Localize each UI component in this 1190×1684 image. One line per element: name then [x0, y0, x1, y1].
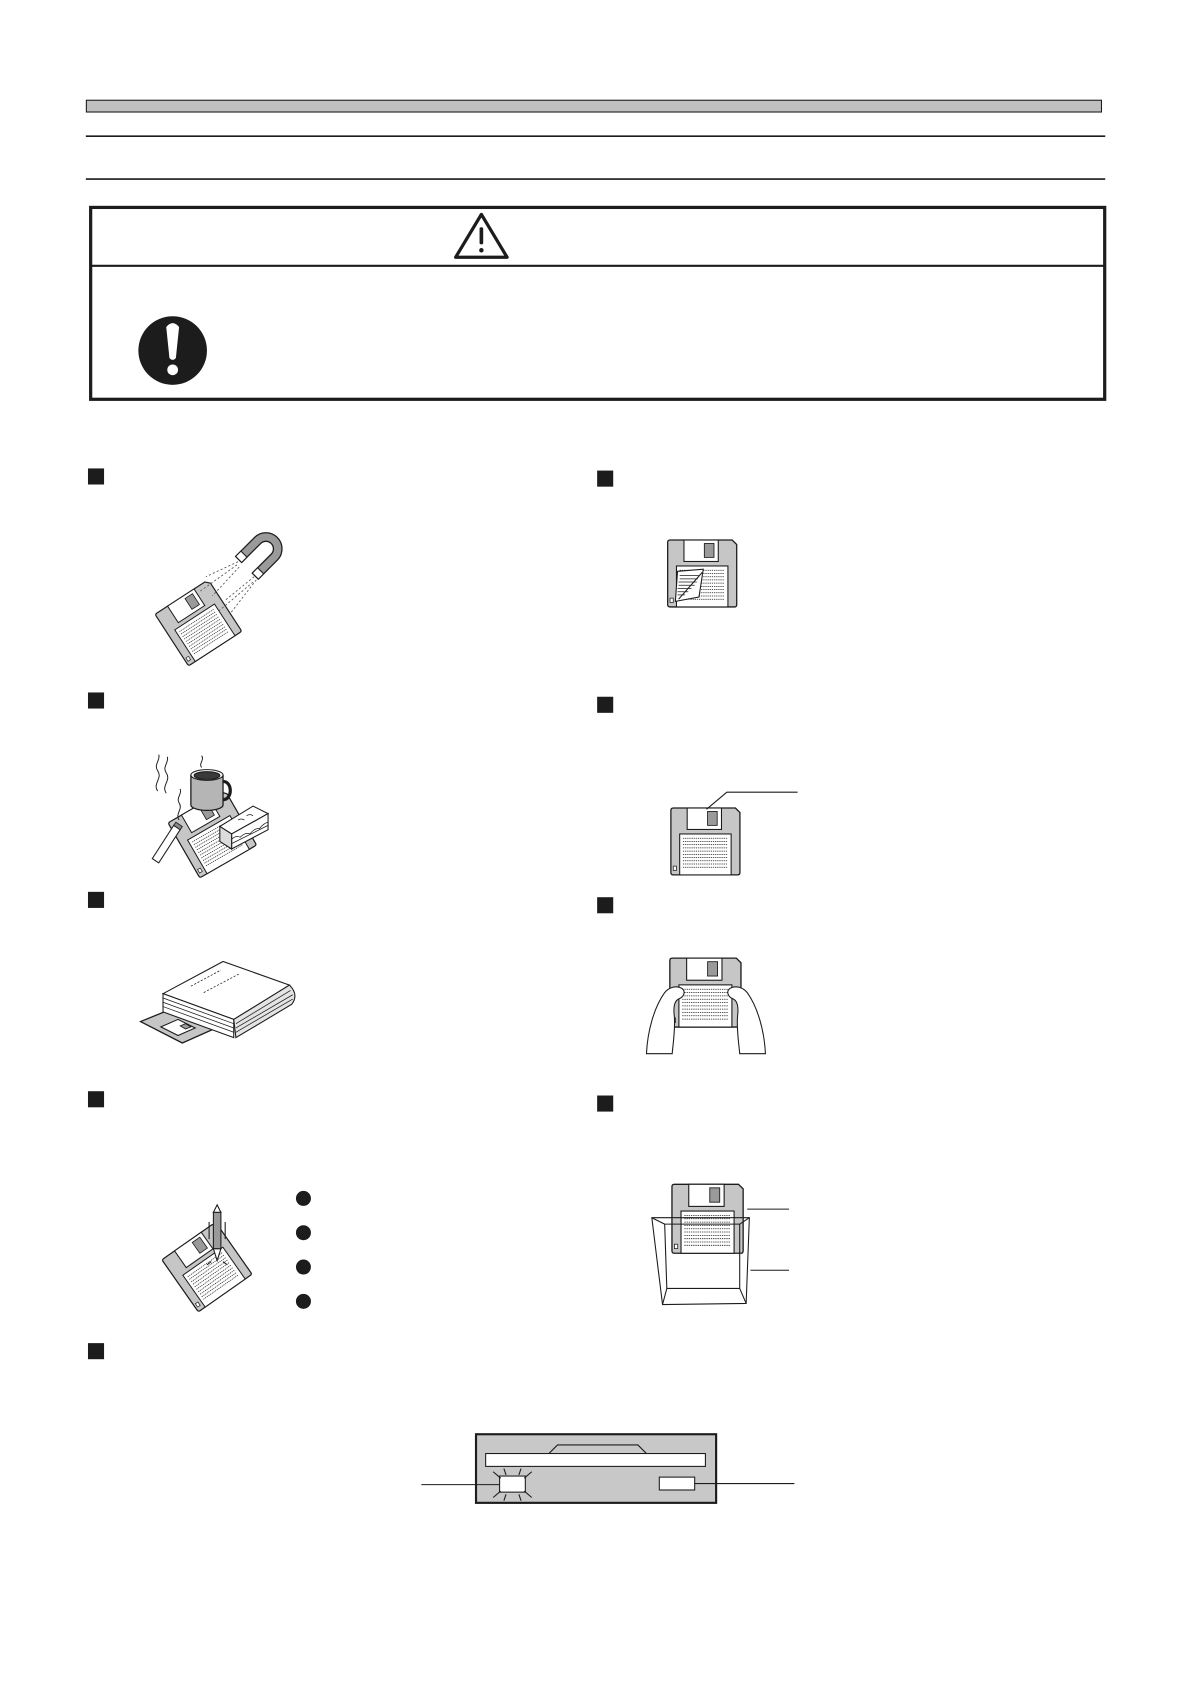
illustration-disk-under-book [141, 962, 295, 1043]
section-marker-left-4 [88, 1091, 104, 1107]
section-marker-right-4 [597, 1096, 613, 1112]
leader-line [706, 792, 797, 809]
label-sticker [675, 569, 703, 601]
disk-slot [486, 1454, 706, 1467]
section-marker-right-3 [597, 897, 613, 913]
illustration-disk-shutter [671, 792, 798, 875]
illustration-disk-near-magnet [155, 526, 289, 666]
illustration-disk-with-drink-and-food [152, 755, 268, 878]
illustration-disk-held-by-hands [646, 958, 765, 1054]
list-bullet-3 [296, 1260, 311, 1275]
exclamation-circle-icon [138, 316, 207, 385]
illustration-disk-in-case [652, 1184, 789, 1304]
list-bullet-2 [296, 1225, 311, 1240]
illustration-disk-label [668, 540, 737, 607]
section-marker-left-5 [88, 1343, 104, 1359]
floppy-disk [671, 808, 740, 875]
section-marker-right-1 [597, 471, 613, 487]
warning-box-frame [91, 207, 1105, 399]
section-marker-left-2 [88, 692, 104, 708]
cigarette [152, 789, 182, 863]
section-marker-left-1 [88, 468, 104, 484]
list-bullet-1 [296, 1191, 311, 1206]
section-marker-left-3 [88, 892, 104, 908]
warning-triangle-icon [456, 214, 507, 257]
eject-button [659, 1477, 694, 1490]
section-marker-right-2 [597, 697, 613, 713]
floppy-disk [672, 1184, 743, 1253]
floppy-disk [155, 580, 242, 666]
illustration-drive-front-panel [421, 1434, 794, 1503]
magnet [236, 526, 289, 579]
list-bullet-4 [296, 1294, 311, 1309]
illustration-disk-with-pencil [162, 1205, 252, 1312]
warning-box [90, 207, 1105, 399]
header-bar [86, 100, 1101, 112]
floppy-disk [162, 1222, 252, 1312]
